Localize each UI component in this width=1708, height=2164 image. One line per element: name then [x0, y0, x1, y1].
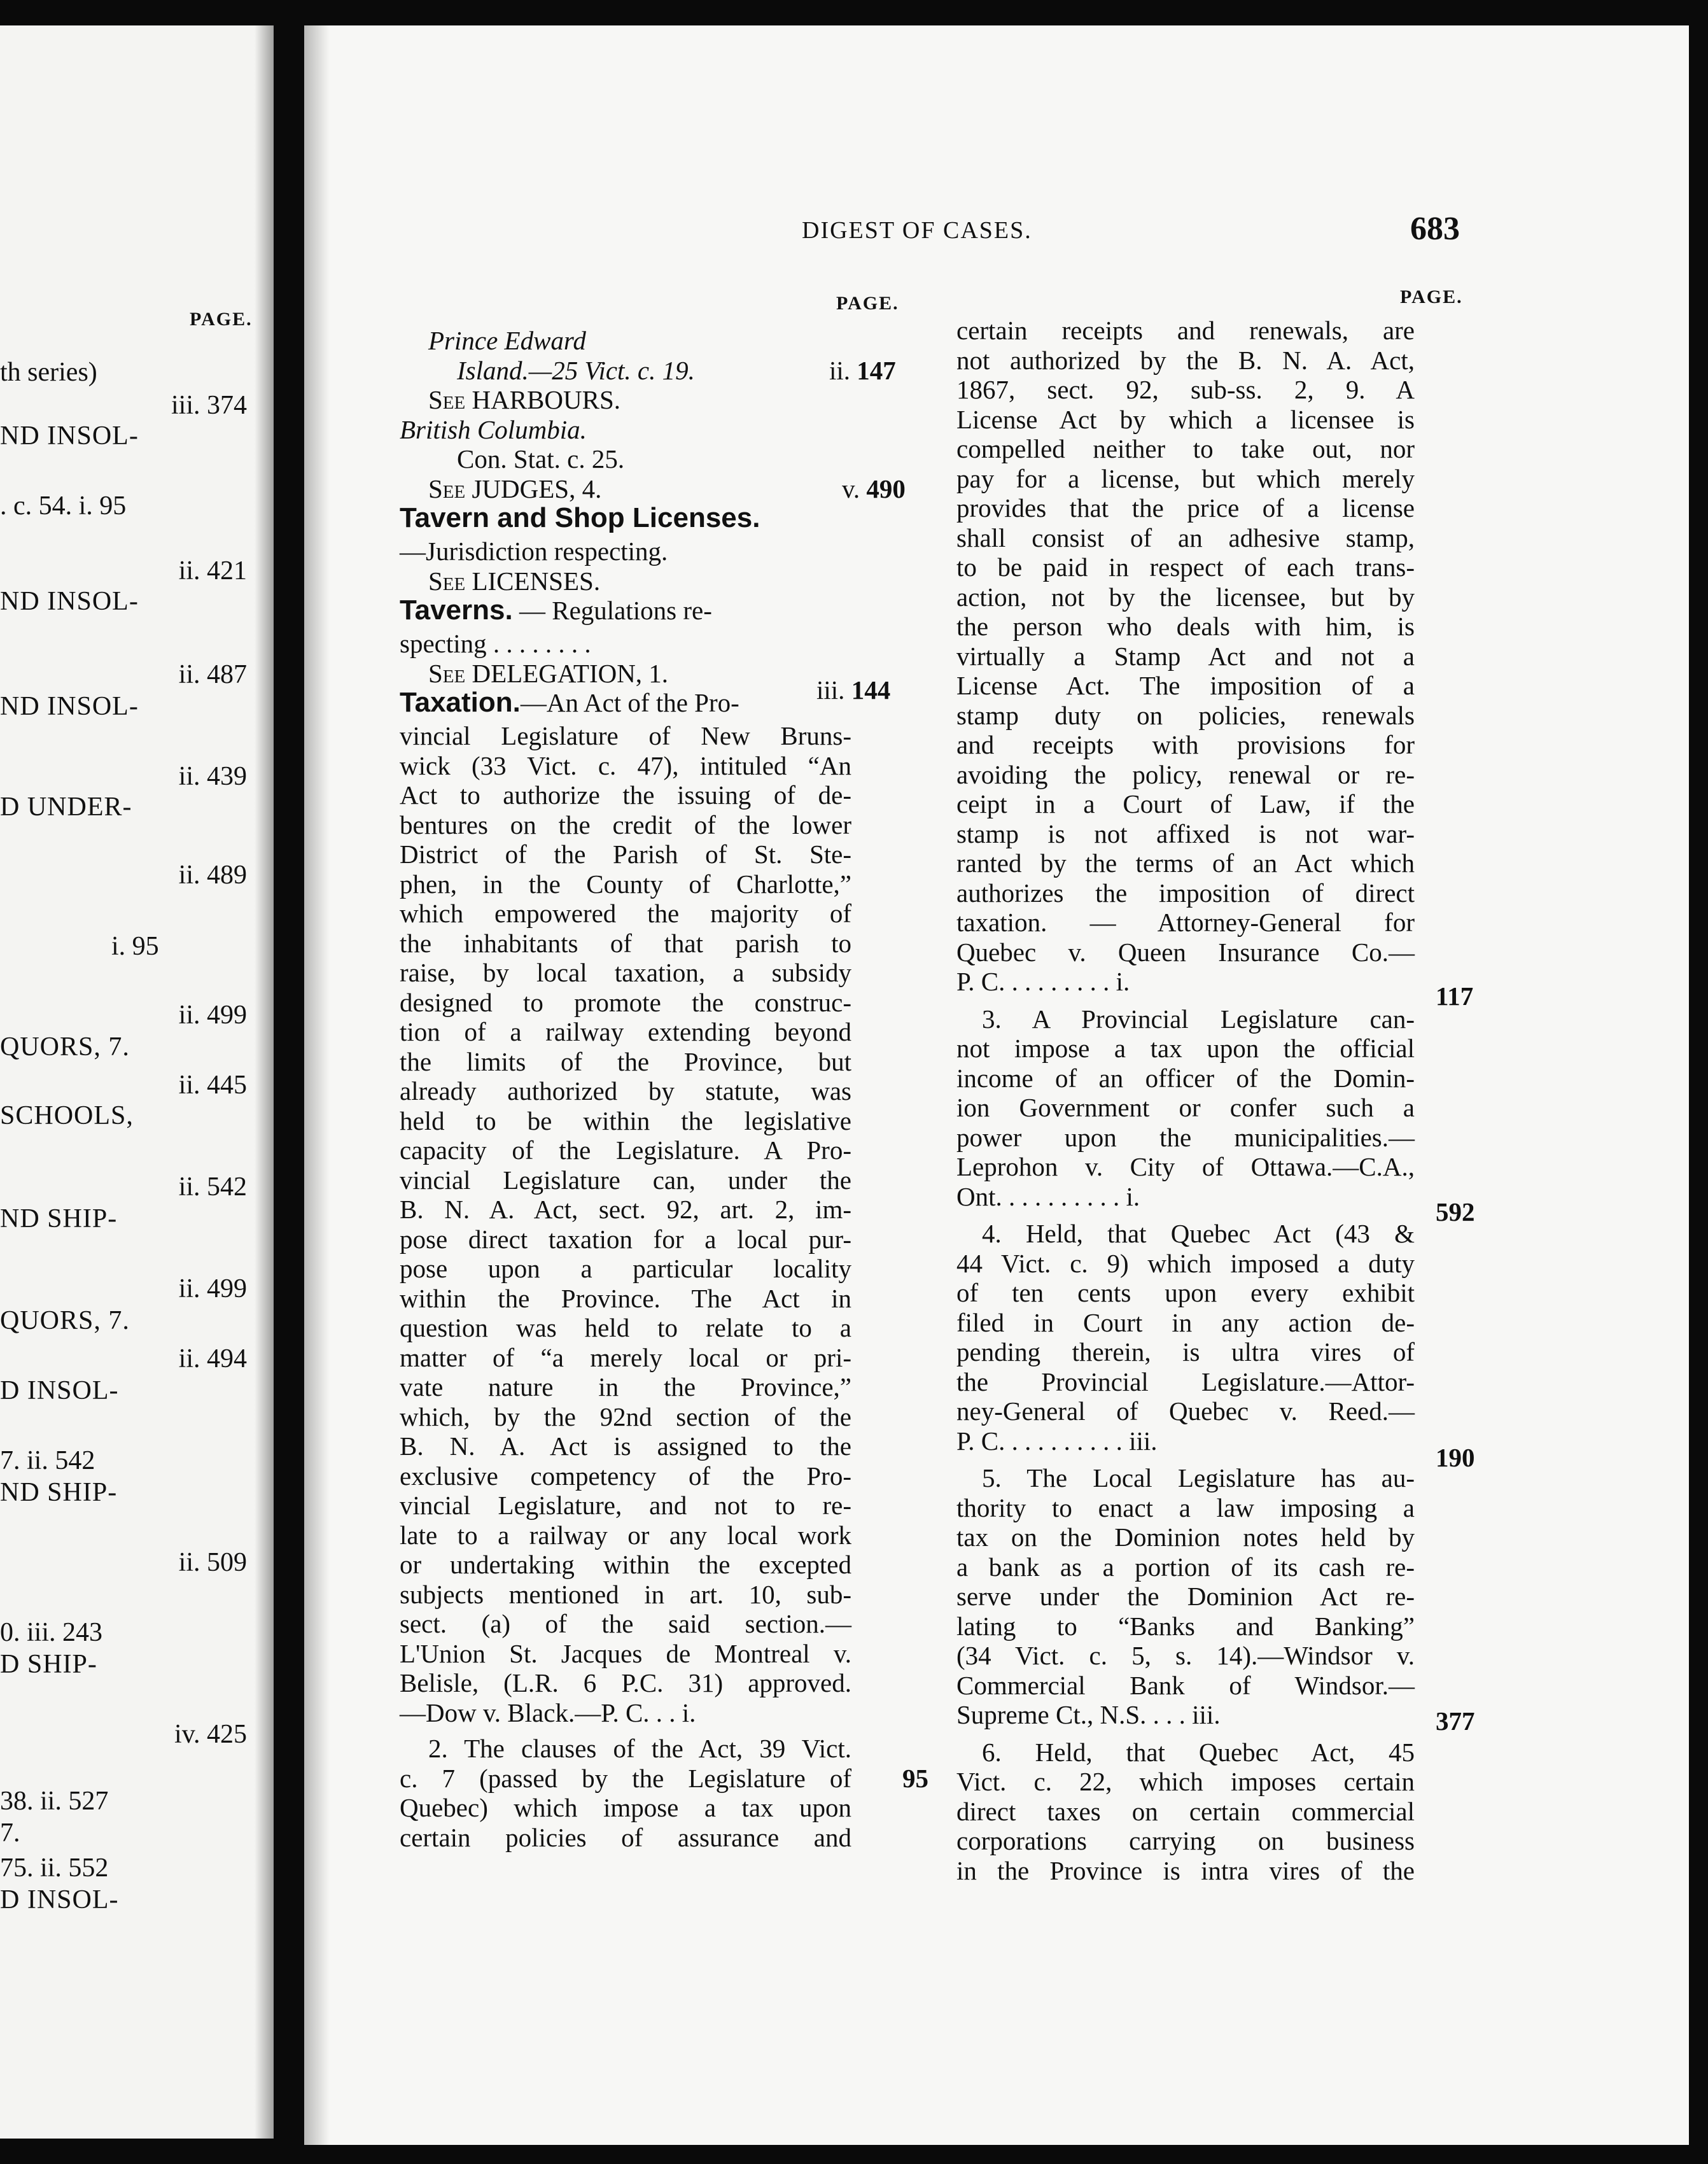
- heading-tavern-licenses: Tavern and Shop Licenses.: [400, 502, 760, 533]
- text-line: 6. Held, that Quebec Act, 45: [982, 1737, 1415, 1767]
- text-line: exclusive competency of the Pro-: [400, 1461, 851, 1491]
- left-page-line: iii. 374: [171, 391, 247, 420]
- text-line: pose direct taxation for a local pur-: [400, 1224, 851, 1254]
- text-line: capacity of the Legislature. A Pro-: [400, 1135, 851, 1165]
- left-page-line: ii. 509: [178, 1548, 247, 1577]
- left-page-line: 7.: [0, 1818, 20, 1848]
- text-line: ranted by the terms of an Act which: [956, 848, 1415, 878]
- text-line: not impose a tax upon the official: [956, 1034, 1415, 1063]
- entry-bc-line2: Con. Stat. c. 25.: [457, 444, 625, 474]
- text-line: Quebec v. Queen Insurance Co.—: [956, 937, 1415, 967]
- text-line: ion Government or confer such a: [956, 1093, 1415, 1122]
- taxation-text: —An Act of the Pro-: [520, 688, 739, 717]
- text-line: —Dow v. Black.—P. C. . . i.: [400, 1697, 696, 1727]
- entry-tavern-see: See LICENSES.: [428, 566, 601, 596]
- left-page-line: ii. 487: [178, 660, 247, 689]
- ref-taverns-page: 144: [851, 675, 891, 705]
- left-page-line: SCHOOLS,: [0, 1101, 134, 1130]
- text-line: c. 7 (passed by the Legislature of: [400, 1763, 851, 1793]
- left-page-line: 75. ii. 552: [0, 1853, 109, 1883]
- column-right: [956, 316, 1415, 1885]
- pei-text: Island.—25 Vict. c. 19.: [457, 355, 695, 385]
- left-page-line: D SHIP-: [0, 1650, 97, 1679]
- left-page-line: ii. 542: [178, 1172, 247, 1202]
- left-page-line: ii. 421: [178, 556, 247, 586]
- text-line: 4. Held, that Quebec Act (43 &: [982, 1219, 1415, 1248]
- entry-pei-see: See HARBOURS.: [428, 385, 621, 414]
- text-line: tax on the Dominion notes held by: [956, 1522, 1415, 1552]
- col2-block-d: [956, 1463, 1415, 1730]
- heading-taverns: Taverns.: [400, 594, 513, 626]
- taverns-text: — Regulations re-: [519, 596, 712, 625]
- text-line: 3. A Provincial Legislature can-: [982, 1004, 1415, 1034]
- text-line: Commercial Bank of Windsor.—: [956, 1670, 1415, 1700]
- text-line: District of the Parish of St. Ste-: [400, 840, 851, 869]
- text-line: tion of a railway extending beyond: [400, 1017, 851, 1046]
- text-line: Leprohon v. City of Ottawa.—C.A.,: [956, 1152, 1415, 1181]
- column-left: [400, 326, 851, 1852]
- ref-block-a-page: 117: [1436, 981, 1474, 1011]
- left-page-line: ii. 494: [178, 1344, 247, 1374]
- text-line: in the Province is intra vires of the: [956, 1855, 1415, 1885]
- text-line: provides that the price of a license: [956, 493, 1415, 523]
- text-line: subjects mentioned in art. 10, sub-: [400, 1579, 851, 1609]
- text-line: which empowered the majority of: [400, 899, 851, 928]
- text-line: P. C. . . . . . . . . i.: [956, 967, 1130, 996]
- text-line: 1867, sect. 92, sub-ss. 2, 9. A: [956, 375, 1415, 404]
- text-line: direct taxes on certain commercial: [956, 1796, 1415, 1826]
- text-line: serve under the Dominion Act re-: [956, 1582, 1415, 1611]
- text-line: certain policies of assurance and: [400, 1822, 851, 1852]
- text-line: or undertaking within the excepted: [400, 1550, 851, 1579]
- text-line: L'Union St. Jacques de Montreal v.: [400, 1638, 851, 1668]
- left-page-line: ii. 439: [178, 762, 247, 791]
- ref-block-d-page: 377: [1436, 1706, 1475, 1736]
- left-page-line: ii. 489: [178, 861, 247, 890]
- text-line: filed in Court in any action de-: [956, 1307, 1415, 1337]
- text-line: power upon the municipalities.—: [956, 1122, 1415, 1152]
- ref-taxation-page: 95: [902, 1764, 928, 1793]
- left-page-line: 7. ii. 542: [0, 1446, 95, 1475]
- page-number: 683: [1410, 211, 1460, 247]
- left-page-fragment: [0, 25, 274, 2139]
- text-line: not authorized by the B. N. A. Act,: [956, 345, 1415, 375]
- left-page-line: ii. 499: [178, 1001, 247, 1030]
- ref-block-b-page: 592: [1436, 1197, 1475, 1226]
- running-head: DIGEST OF CASES.: [802, 217, 1032, 244]
- text-line: authorizes the imposition of direct: [956, 878, 1415, 908]
- text-line: a bank as a portion of its cash re-: [956, 1552, 1415, 1582]
- taxation-para-2: [400, 1734, 851, 1852]
- ref-taverns-vol: iii.: [816, 675, 845, 705]
- text-line: bentures on the credit of the lower: [400, 810, 851, 840]
- text-line: virtually a Stamp Act and not a: [956, 641, 1415, 671]
- entry-taverns-see: See DELEGATION, 1.: [428, 658, 669, 688]
- text-line: License Act by which a licensee is: [956, 404, 1415, 434]
- text-line: the inhabitants of that parish to: [400, 928, 851, 958]
- text-line: Act to authorize the issuing of de-: [400, 780, 851, 810]
- text-line: vincial Legislature can, under the: [400, 1165, 851, 1195]
- text-line: action, not by the licensee, but by: [956, 582, 1415, 612]
- left-page-line: ND INSOL-: [0, 421, 139, 451]
- text-line: the person who deals with him, is: [956, 612, 1415, 641]
- left-page-line: D INSOL-: [0, 1376, 119, 1405]
- col2-block-a: [956, 316, 1415, 997]
- left-page-line: ii. 499: [178, 1274, 247, 1303]
- page: [304, 25, 1689, 2145]
- left-page-line: ND SHIP-: [0, 1204, 118, 1233]
- left-page-line: ND INSOL-: [0, 692, 139, 721]
- col2-block-e: [956, 1738, 1415, 1886]
- left-page-line: i. 95: [111, 932, 159, 961]
- entry-taverns-line1: [400, 596, 851, 629]
- ref-bc-page: 490: [866, 474, 906, 503]
- text-line: raise, by local taxation, a subsidy: [400, 958, 851, 987]
- text-line: taxation. — Attorney-General for: [956, 908, 1415, 937]
- text-line: Belisle, (L.R. 6 P.C. 31) approved.: [400, 1668, 851, 1697]
- text-line: lating to “Banks and Banking”: [956, 1611, 1415, 1641]
- entry-taverns-line2: specting . . . . . . . .: [400, 629, 591, 658]
- text-line: and receipts with provisions for: [956, 730, 1415, 759]
- text-line: vate nature in the Province,”: [400, 1372, 851, 1402]
- ref-bc-vol: v.: [842, 474, 860, 503]
- text-line: sect. (a) of the said section.—: [400, 1609, 851, 1638]
- heading-taxation: Taxation.: [400, 687, 521, 718]
- left-page-label: PAGE.: [190, 309, 253, 330]
- text-line: wick (33 Vict. c. 47), intituled “An: [400, 750, 851, 780]
- text-line: stamp is not affixed is not war-: [956, 819, 1415, 848]
- gutter-shadow: [255, 25, 274, 2139]
- text-line: Quebec) which impose a tax upon: [400, 1793, 851, 1822]
- gutter-shadow: [304, 25, 330, 2145]
- text-line: License Act. The imposition of a: [956, 671, 1415, 700]
- text-line: B. N. A. Act, sect. 92, art. 2, im-: [400, 1195, 851, 1224]
- text-line: pose upon a particular locality: [400, 1254, 851, 1283]
- col2-page-label: PAGE.: [1400, 286, 1463, 307]
- entry-bc-line1: British Columbia.: [400, 414, 587, 444]
- ref-pei-vol: ii.: [829, 356, 851, 385]
- text-line: the Provincial Legislature.—Attor-: [956, 1367, 1415, 1396]
- text-line: matter of “a merely local or pri-: [400, 1342, 851, 1372]
- left-page-line: ii. 445: [178, 1071, 247, 1100]
- left-page-line: iv. 425: [174, 1720, 247, 1749]
- entry-bc-see: See JUDGES, 4.: [428, 474, 602, 503]
- text-line: ney-General of Quebec v. Reed.—: [956, 1396, 1415, 1426]
- text-line: question was held to relate to a: [400, 1313, 851, 1342]
- left-page-line: D UNDER-: [0, 792, 132, 822]
- text-line: already authorized by statute, was: [400, 1076, 851, 1106]
- col1-page-label: PAGE.: [836, 293, 899, 314]
- text-line: corporations carrying on business: [956, 1826, 1415, 1855]
- text-line: within the Province. The Act in: [400, 1283, 851, 1313]
- entry-pei-line2: [400, 356, 851, 386]
- left-page-line: 38. ii. 527: [0, 1787, 109, 1816]
- left-page-line: . c. 54. i. 95: [0, 491, 127, 521]
- entry-tavern-line1: —Jurisdiction respecting.: [400, 537, 668, 566]
- ref-taverns: [816, 675, 890, 705]
- left-page-line: ND INSOL-: [0, 587, 139, 616]
- ref-pei-page: 147: [857, 356, 896, 385]
- text-line: 5. The Local Legislature has au-: [982, 1463, 1415, 1493]
- text-line: Vict. c. 22, which imposes certain: [956, 1767, 1415, 1796]
- text-line: designed to promote the construc-: [400, 987, 851, 1017]
- text-line: 2. The clauses of the Act, 39 Vict.: [428, 1734, 851, 1763]
- ref-pei: [829, 355, 896, 386]
- text-line: compelled neither to take out, nor: [956, 434, 1415, 463]
- entry-taxation-first-line: [400, 688, 851, 721]
- text-line: Supreme Ct., N.S. . . . iii.: [956, 1700, 1221, 1729]
- text-line: thority to enact a law imposing a: [956, 1493, 1415, 1522]
- entry-pei-line1: Prince Edward: [428, 326, 586, 355]
- text-line: vincial Legislature of New Bruns-: [400, 721, 851, 750]
- text-line: avoiding the policy, renewal or re-: [956, 759, 1415, 789]
- left-page-line: ND SHIP-: [0, 1478, 118, 1507]
- text-line: ceipt in a Court of Law, if the: [956, 789, 1415, 819]
- ref-block-c-page: 190: [1436, 1443, 1475, 1472]
- text-line: (34 Vict. c. 5, s. 14).—Windsor v.: [956, 1641, 1415, 1670]
- text-line: pay for a license, but which merely: [956, 463, 1415, 493]
- text-line: certain receipts and renewals, are: [956, 316, 1415, 345]
- text-line: B. N. A. Act is assigned to the: [400, 1431, 851, 1461]
- text-line: late to a railway or any local work: [400, 1520, 851, 1550]
- left-page-line: 0. iii. 243: [0, 1618, 103, 1647]
- text-line: phen, in the County of Charlotte,”: [400, 869, 851, 899]
- text-line: to be paid in respect of each trans-: [956, 552, 1415, 582]
- text-line: pending therein, is ultra vires of: [956, 1337, 1415, 1367]
- left-page-line: D INSOL-: [0, 1885, 119, 1915]
- text-line: income of an officer of the Domin-: [956, 1063, 1415, 1093]
- text-line: the limits of the Province, but: [400, 1046, 851, 1076]
- text-line: Ont. . . . . . . . . . i.: [956, 1181, 1140, 1211]
- col2-block-b: [956, 1004, 1415, 1212]
- text-line: vincial Legislature, and not to re-: [400, 1491, 851, 1520]
- text-line: 44 Vict. c. 9) which imposed a duty: [956, 1248, 1415, 1278]
- taxation-paragraph: [400, 721, 851, 1727]
- left-page-line: th series): [0, 358, 97, 387]
- text-line: stamp duty on policies, renewals: [956, 700, 1415, 730]
- text-line: held to be within the legislative: [400, 1106, 851, 1135]
- left-page-line: QUORS, 7.: [0, 1306, 130, 1335]
- text-line: shall consist of an adhesive stamp,: [956, 523, 1415, 552]
- left-page-line: QUORS, 7.: [0, 1032, 130, 1062]
- ref-bc: [842, 474, 906, 504]
- text-line: which, by the 92nd section of the: [400, 1402, 851, 1431]
- text-line: P. C. . . . . . . . . . iii.: [956, 1426, 1158, 1456]
- col2-block-c: [956, 1219, 1415, 1456]
- text-line: of ten cents upon every exhibit: [956, 1278, 1415, 1307]
